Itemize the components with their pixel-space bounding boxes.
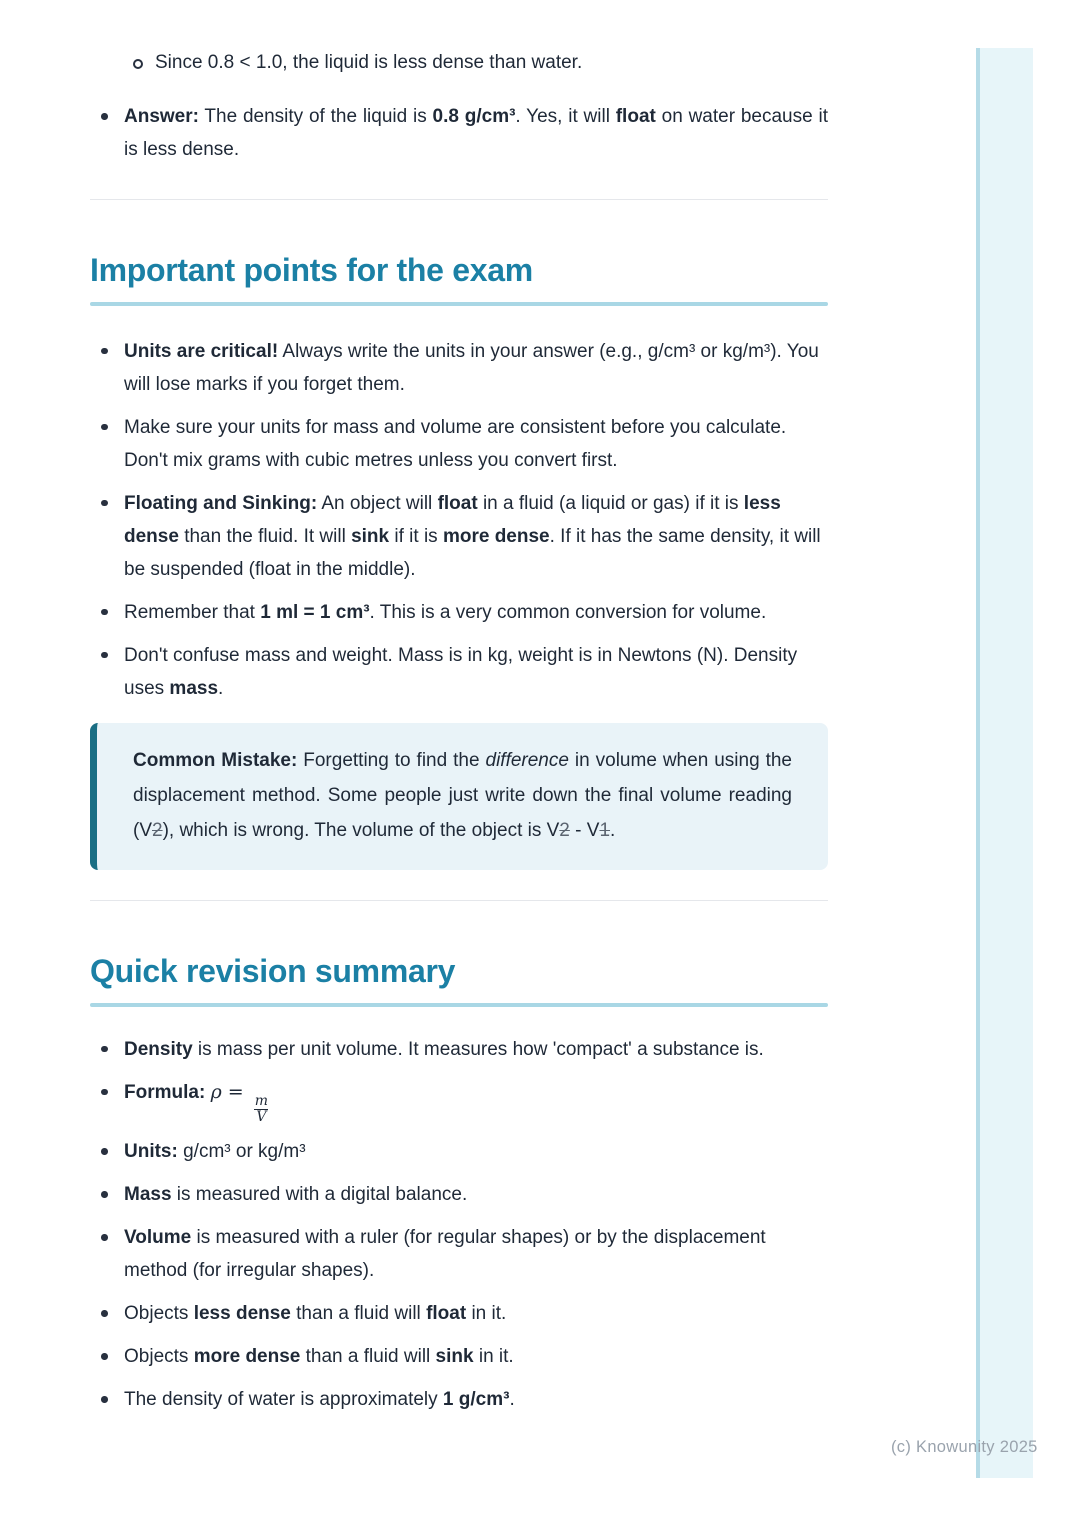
list-item: The density of water is approximately 1 g/cm³. <box>90 1383 828 1416</box>
fraction: $\frac{m}{V}$ <box>254 1092 269 1125</box>
list-item: Units: g/cm³ or kg/m³ <box>90 1135 828 1168</box>
list-item: Volume is measured with a ruler (for regular shapes) or by the displacement method (for irregular shapes). <box>90 1221 828 1287</box>
intro-list <box>90 46 828 166</box>
exam-points-list <box>90 335 828 705</box>
list-item: Make sure your units for mass and volume are consistent before you calculate. Don't mix grams with cubic metres unless you convert first. <box>90 411 828 477</box>
list-item: Mass is measured with a digital balance. <box>90 1178 828 1211</box>
page-edge-overlay <box>976 48 1033 1478</box>
list-item: Objects less dense than a fluid will float in it. <box>90 1297 828 1330</box>
callout-text: Common Mistake: Forgetting to find the difference in volume when using the displacement method. Some people just write down the final volume reading (V2), which is wrong. The volume of the object is V2 - V1. <box>133 749 792 841</box>
list-item: Units are critical! Always write the units in your answer (e.g., g/cm³ or kg/m³). You will lose marks if you forget them. <box>90 335 828 401</box>
document-page <box>90 46 828 1426</box>
list-item: Don't confuse mass and weight. Mass is in kg, weight is in Newtons (N). Density uses mass. <box>90 639 828 705</box>
heading-underline <box>90 1003 828 1007</box>
heading-underline <box>90 302 828 306</box>
common-mistake-callout <box>90 723 828 870</box>
sub-bullet-item: Since 0.8 < 1.0, the liquid is less dense than water. <box>90 46 828 79</box>
summary-list <box>90 1033 828 1417</box>
answer-item: Answer: The density of the liquid is 0.8 g/cm³. Yes, it will float on water because it is less dense. <box>90 100 828 166</box>
section-divider <box>90 199 828 200</box>
list-item: Objects more dense than a fluid will sink in it. <box>90 1340 828 1373</box>
footer-credit: (c) Knowunity 2025 <box>891 1438 1038 1456</box>
list-item: Density is mass per unit volume. It measures how 'compact' a substance is. <box>90 1033 828 1066</box>
heading-quick-revision: Quick revision summary <box>90 952 456 989</box>
list-item: Formula: ρ = $\frac{m}{V}$ <box>90 1076 828 1126</box>
list-item: Floating and Sinking: An object will float in a fluid (a liquid or gas) if it is less dense than the fluid. It will sink if it is more dense. If it has the same density, it will be suspended (float in the middle). <box>90 487 828 586</box>
heading-important-points: Important points for the exam <box>90 252 533 288</box>
section-divider <box>90 900 828 901</box>
list-item: Remember that 1 ml = 1 cm³. This is a very common conversion for volume. <box>90 596 828 629</box>
